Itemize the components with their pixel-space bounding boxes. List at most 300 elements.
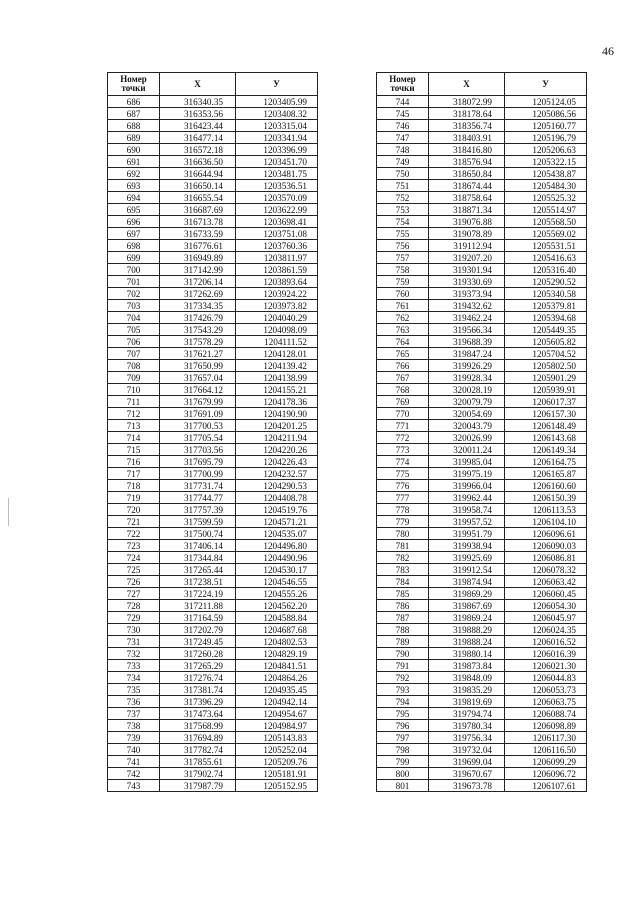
scan-margin-mark bbox=[8, 498, 9, 526]
y-coordinate-cell: 1206116.50 bbox=[505, 744, 587, 756]
y-coordinate-cell: 1203893.64 bbox=[236, 276, 318, 288]
x-coordinate-cell: 317396.29 bbox=[160, 696, 236, 708]
y-coordinate-cell: 1206107.61 bbox=[505, 780, 587, 792]
y-coordinate-cell: 1204290.53 bbox=[236, 480, 318, 492]
y-coordinate-cell: 1206098.89 bbox=[505, 720, 587, 732]
point-number-cell: 764 bbox=[377, 336, 429, 348]
table-row bbox=[108, 168, 318, 180]
y-coordinate-cell: 1206099.29 bbox=[505, 756, 587, 768]
y-coordinate-cell: 1206078.32 bbox=[505, 564, 587, 576]
x-coordinate-cell: 316733.59 bbox=[160, 228, 236, 240]
point-number-cell: 741 bbox=[108, 756, 160, 768]
table-row bbox=[377, 684, 587, 696]
y-coordinate-cell: 1204519.76 bbox=[236, 504, 318, 516]
y-coordinate-cell: 1203570.09 bbox=[236, 192, 318, 204]
y-coordinate-cell: 1205152.95 bbox=[236, 780, 318, 792]
y-coordinate-cell: 1204139.42 bbox=[236, 360, 318, 372]
header-point-number: Номер точки bbox=[108, 73, 160, 96]
table-row bbox=[377, 396, 587, 408]
table-row bbox=[108, 204, 318, 216]
y-coordinate-cell: 1205449.35 bbox=[505, 324, 587, 336]
x-coordinate-cell: 317238.51 bbox=[160, 576, 236, 588]
y-coordinate-cell: 1205569.02 bbox=[505, 228, 587, 240]
point-number-cell: 758 bbox=[377, 264, 429, 276]
point-number-cell: 787 bbox=[377, 612, 429, 624]
x-coordinate-cell: 316423.44 bbox=[160, 120, 236, 132]
x-coordinate-cell: 319938.94 bbox=[429, 540, 505, 552]
x-coordinate-cell: 319835.29 bbox=[429, 684, 505, 696]
table-row bbox=[108, 468, 318, 480]
y-coordinate-cell: 1205143.83 bbox=[236, 732, 318, 744]
point-number-cell: 736 bbox=[108, 696, 160, 708]
coordinates-table-right bbox=[376, 72, 587, 792]
point-number-cell: 732 bbox=[108, 648, 160, 660]
table-row bbox=[108, 156, 318, 168]
table-row bbox=[108, 372, 318, 384]
table-header-row bbox=[377, 73, 587, 96]
x-coordinate-cell: 317543.29 bbox=[160, 324, 236, 336]
header-x: X bbox=[429, 73, 505, 96]
point-number-cell: 749 bbox=[377, 156, 429, 168]
y-coordinate-cell: 1204496.80 bbox=[236, 540, 318, 552]
table-row bbox=[108, 444, 318, 456]
x-coordinate-cell: 319756.34 bbox=[429, 732, 505, 744]
point-number-cell: 792 bbox=[377, 672, 429, 684]
y-coordinate-cell: 1205160.77 bbox=[505, 120, 587, 132]
point-number-cell: 773 bbox=[377, 444, 429, 456]
x-coordinate-cell: 317276.74 bbox=[160, 672, 236, 684]
y-coordinate-cell: 1203481.75 bbox=[236, 168, 318, 180]
x-coordinate-cell: 317664.12 bbox=[160, 384, 236, 396]
table-row bbox=[377, 768, 587, 780]
x-coordinate-cell: 319869.29 bbox=[429, 588, 505, 600]
x-coordinate-cell: 318178.64 bbox=[429, 108, 505, 120]
point-number-cell: 700 bbox=[108, 264, 160, 276]
point-number-cell: 769 bbox=[377, 396, 429, 408]
y-coordinate-cell: 1203315.04 bbox=[236, 120, 318, 132]
table-row bbox=[108, 456, 318, 468]
table-row bbox=[377, 732, 587, 744]
x-coordinate-cell: 316644.94 bbox=[160, 168, 236, 180]
y-coordinate-cell: 1204935.45 bbox=[236, 684, 318, 696]
point-number-cell: 753 bbox=[377, 204, 429, 216]
point-number-cell: 785 bbox=[377, 588, 429, 600]
y-coordinate-cell: 1205379.81 bbox=[505, 300, 587, 312]
x-coordinate-cell: 316713.78 bbox=[160, 216, 236, 228]
y-coordinate-cell: 1203405.99 bbox=[236, 96, 318, 108]
point-number-cell: 784 bbox=[377, 576, 429, 588]
x-coordinate-cell: 319848.09 bbox=[429, 672, 505, 684]
y-coordinate-cell: 1204546.55 bbox=[236, 576, 318, 588]
y-coordinate-cell: 1205209.76 bbox=[236, 756, 318, 768]
point-number-cell: 788 bbox=[377, 624, 429, 636]
table-row bbox=[108, 780, 318, 792]
y-coordinate-cell: 1206104.10 bbox=[505, 516, 587, 528]
point-number-cell: 745 bbox=[377, 108, 429, 120]
point-number-cell: 793 bbox=[377, 684, 429, 696]
y-coordinate-cell: 1206045.97 bbox=[505, 612, 587, 624]
y-coordinate-cell: 1204220.26 bbox=[236, 444, 318, 456]
y-coordinate-cell: 1206054.30 bbox=[505, 600, 587, 612]
y-coordinate-cell: 1205605.82 bbox=[505, 336, 587, 348]
x-coordinate-cell: 316477.14 bbox=[160, 132, 236, 144]
point-number-cell: 686 bbox=[108, 96, 160, 108]
x-coordinate-cell: 318871.34 bbox=[429, 204, 505, 216]
table-row bbox=[108, 660, 318, 672]
y-coordinate-cell: 1203408.32 bbox=[236, 108, 318, 120]
table-row bbox=[377, 672, 587, 684]
x-coordinate-cell: 318403.91 bbox=[429, 132, 505, 144]
y-coordinate-cell: 1205290.52 bbox=[505, 276, 587, 288]
point-number-cell: 698 bbox=[108, 240, 160, 252]
x-coordinate-cell: 319732.04 bbox=[429, 744, 505, 756]
table-row bbox=[108, 540, 318, 552]
y-coordinate-cell: 1204588.84 bbox=[236, 612, 318, 624]
y-coordinate-cell: 1204128.01 bbox=[236, 348, 318, 360]
table-row bbox=[377, 648, 587, 660]
table-row bbox=[108, 240, 318, 252]
table-header-row bbox=[108, 73, 318, 96]
y-coordinate-cell: 1206016.52 bbox=[505, 636, 587, 648]
table-row bbox=[108, 132, 318, 144]
table-row bbox=[377, 348, 587, 360]
table-row bbox=[377, 624, 587, 636]
point-number-cell: 696 bbox=[108, 216, 160, 228]
x-coordinate-cell: 319207.20 bbox=[429, 252, 505, 264]
point-number-cell: 714 bbox=[108, 432, 160, 444]
y-coordinate-cell: 1205181.91 bbox=[236, 768, 318, 780]
x-coordinate-cell: 318674.44 bbox=[429, 180, 505, 192]
x-coordinate-cell: 317265.44 bbox=[160, 564, 236, 576]
x-coordinate-cell: 319962.44 bbox=[429, 492, 505, 504]
point-number-cell: 716 bbox=[108, 456, 160, 468]
table-row bbox=[377, 576, 587, 588]
x-coordinate-cell: 320079.79 bbox=[429, 396, 505, 408]
table-row bbox=[108, 144, 318, 156]
point-number-cell: 726 bbox=[108, 576, 160, 588]
y-coordinate-cell: 1204954.67 bbox=[236, 708, 318, 720]
y-coordinate-cell: 1204040.29 bbox=[236, 312, 318, 324]
y-coordinate-cell: 1204155.21 bbox=[236, 384, 318, 396]
y-coordinate-cell: 1203861.59 bbox=[236, 264, 318, 276]
table-row bbox=[377, 456, 587, 468]
table-row bbox=[377, 276, 587, 288]
x-coordinate-cell: 320054.69 bbox=[429, 408, 505, 420]
x-coordinate-cell: 317260.28 bbox=[160, 648, 236, 660]
x-coordinate-cell: 320011.24 bbox=[429, 444, 505, 456]
table-row bbox=[377, 96, 587, 108]
table-row bbox=[377, 612, 587, 624]
x-coordinate-cell: 317426.79 bbox=[160, 312, 236, 324]
table-row bbox=[108, 348, 318, 360]
point-number-cell: 691 bbox=[108, 156, 160, 168]
x-coordinate-cell: 317334.35 bbox=[160, 300, 236, 312]
point-number-cell: 795 bbox=[377, 708, 429, 720]
table-row bbox=[377, 120, 587, 132]
table-row bbox=[377, 408, 587, 420]
table-row bbox=[108, 516, 318, 528]
point-number-cell: 798 bbox=[377, 744, 429, 756]
table-row bbox=[108, 600, 318, 612]
y-coordinate-cell: 1205394.68 bbox=[505, 312, 587, 324]
table-row bbox=[108, 588, 318, 600]
table-row bbox=[108, 672, 318, 684]
point-number-cell: 737 bbox=[108, 708, 160, 720]
x-coordinate-cell: 319888.29 bbox=[429, 624, 505, 636]
point-number-cell: 720 bbox=[108, 504, 160, 516]
x-coordinate-cell: 319566.34 bbox=[429, 324, 505, 336]
table-row bbox=[108, 624, 318, 636]
x-coordinate-cell: 319373.94 bbox=[429, 288, 505, 300]
header-y: У bbox=[505, 73, 587, 96]
table-row bbox=[377, 264, 587, 276]
x-coordinate-cell: 317568.99 bbox=[160, 720, 236, 732]
point-number-cell: 725 bbox=[108, 564, 160, 576]
y-coordinate-cell: 1206165.87 bbox=[505, 468, 587, 480]
x-coordinate-cell: 317744.77 bbox=[160, 492, 236, 504]
x-coordinate-cell: 319780.34 bbox=[429, 720, 505, 732]
table-row bbox=[108, 408, 318, 420]
table-row bbox=[108, 720, 318, 732]
x-coordinate-cell: 319078.89 bbox=[429, 228, 505, 240]
point-number-cell: 754 bbox=[377, 216, 429, 228]
x-coordinate-cell: 317700.53 bbox=[160, 420, 236, 432]
y-coordinate-cell: 1204829.19 bbox=[236, 648, 318, 660]
y-coordinate-cell: 1205531.51 bbox=[505, 240, 587, 252]
x-coordinate-cell: 318356.74 bbox=[429, 120, 505, 132]
table-row bbox=[108, 744, 318, 756]
point-number-cell: 693 bbox=[108, 180, 160, 192]
y-coordinate-cell: 1206063.42 bbox=[505, 576, 587, 588]
x-coordinate-cell: 320026.99 bbox=[429, 432, 505, 444]
y-coordinate-cell: 1206090.03 bbox=[505, 540, 587, 552]
x-coordinate-cell: 317164.59 bbox=[160, 612, 236, 624]
y-coordinate-cell: 1204802.53 bbox=[236, 636, 318, 648]
x-coordinate-cell: 320028.19 bbox=[429, 384, 505, 396]
y-coordinate-cell: 1203451.70 bbox=[236, 156, 318, 168]
table-row bbox=[108, 120, 318, 132]
y-coordinate-cell: 1206149.34 bbox=[505, 444, 587, 456]
point-number-cell: 768 bbox=[377, 384, 429, 396]
y-coordinate-cell: 1203536.51 bbox=[236, 180, 318, 192]
point-number-cell: 705 bbox=[108, 324, 160, 336]
y-coordinate-cell: 1204138.99 bbox=[236, 372, 318, 384]
table-row bbox=[377, 588, 587, 600]
point-number-cell: 697 bbox=[108, 228, 160, 240]
x-coordinate-cell: 319958.74 bbox=[429, 504, 505, 516]
point-number-cell: 760 bbox=[377, 288, 429, 300]
y-coordinate-cell: 1206017.37 bbox=[505, 396, 587, 408]
x-coordinate-cell: 319888.24 bbox=[429, 636, 505, 648]
x-coordinate-cell: 319330.69 bbox=[429, 276, 505, 288]
x-coordinate-cell: 319699.04 bbox=[429, 756, 505, 768]
x-coordinate-cell: 318072.99 bbox=[429, 96, 505, 108]
point-number-cell: 703 bbox=[108, 300, 160, 312]
y-coordinate-cell: 1206044.83 bbox=[505, 672, 587, 684]
point-number-cell: 709 bbox=[108, 372, 160, 384]
y-coordinate-cell: 1204841.51 bbox=[236, 660, 318, 672]
x-coordinate-cell: 317987.79 bbox=[160, 780, 236, 792]
x-coordinate-cell: 317757.39 bbox=[160, 504, 236, 516]
x-coordinate-cell: 319951.79 bbox=[429, 528, 505, 540]
point-number-cell: 734 bbox=[108, 672, 160, 684]
y-coordinate-cell: 1205416.63 bbox=[505, 252, 587, 264]
y-coordinate-cell: 1206157.30 bbox=[505, 408, 587, 420]
table-row bbox=[108, 480, 318, 492]
y-coordinate-cell: 1204201.25 bbox=[236, 420, 318, 432]
point-number-cell: 728 bbox=[108, 600, 160, 612]
table-row bbox=[108, 648, 318, 660]
x-coordinate-cell: 317344.84 bbox=[160, 552, 236, 564]
point-number-cell: 730 bbox=[108, 624, 160, 636]
point-number-cell: 767 bbox=[377, 372, 429, 384]
x-coordinate-cell: 320043.79 bbox=[429, 420, 505, 432]
table-row bbox=[108, 756, 318, 768]
table-row bbox=[377, 180, 587, 192]
x-coordinate-cell: 319673.78 bbox=[429, 780, 505, 792]
x-coordinate-cell: 316687.69 bbox=[160, 204, 236, 216]
x-coordinate-cell: 317679.99 bbox=[160, 396, 236, 408]
y-coordinate-cell: 1205316.40 bbox=[505, 264, 587, 276]
table-row bbox=[108, 564, 318, 576]
y-coordinate-cell: 1204530.17 bbox=[236, 564, 318, 576]
x-coordinate-cell: 316949.89 bbox=[160, 252, 236, 264]
x-coordinate-cell: 317855.61 bbox=[160, 756, 236, 768]
point-number-cell: 739 bbox=[108, 732, 160, 744]
point-number-cell: 752 bbox=[377, 192, 429, 204]
point-number-cell: 689 bbox=[108, 132, 160, 144]
y-coordinate-cell: 1203396.99 bbox=[236, 144, 318, 156]
y-coordinate-cell: 1206164.75 bbox=[505, 456, 587, 468]
table-row bbox=[377, 444, 587, 456]
x-coordinate-cell: 317705.54 bbox=[160, 432, 236, 444]
table-row bbox=[377, 504, 587, 516]
y-coordinate-cell: 1206113.53 bbox=[505, 504, 587, 516]
point-number-cell: 699 bbox=[108, 252, 160, 264]
x-coordinate-cell: 319076.88 bbox=[429, 216, 505, 228]
point-number-cell: 771 bbox=[377, 420, 429, 432]
point-number-cell: 797 bbox=[377, 732, 429, 744]
table-row bbox=[108, 360, 318, 372]
x-coordinate-cell: 319928.34 bbox=[429, 372, 505, 384]
table-row bbox=[377, 720, 587, 732]
x-coordinate-cell: 319432.62 bbox=[429, 300, 505, 312]
y-coordinate-cell: 1206063.75 bbox=[505, 696, 587, 708]
x-coordinate-cell: 319926.29 bbox=[429, 360, 505, 372]
point-number-cell: 777 bbox=[377, 492, 429, 504]
x-coordinate-cell: 319847.24 bbox=[429, 348, 505, 360]
table-row bbox=[108, 336, 318, 348]
table-row bbox=[377, 192, 587, 204]
x-coordinate-cell: 317650.99 bbox=[160, 360, 236, 372]
table-row bbox=[108, 96, 318, 108]
table-row bbox=[377, 420, 587, 432]
point-number-cell: 733 bbox=[108, 660, 160, 672]
y-coordinate-cell: 1204864.26 bbox=[236, 672, 318, 684]
point-number-cell: 735 bbox=[108, 684, 160, 696]
x-coordinate-cell: 317700.99 bbox=[160, 468, 236, 480]
table-row bbox=[108, 180, 318, 192]
x-coordinate-cell: 318650.84 bbox=[429, 168, 505, 180]
x-coordinate-cell: 317703.56 bbox=[160, 444, 236, 456]
y-coordinate-cell: 1206143.68 bbox=[505, 432, 587, 444]
point-number-cell: 757 bbox=[377, 252, 429, 264]
x-coordinate-cell: 318758.64 bbox=[429, 192, 505, 204]
x-coordinate-cell: 316776.61 bbox=[160, 240, 236, 252]
x-coordinate-cell: 316353.56 bbox=[160, 108, 236, 120]
point-number-cell: 692 bbox=[108, 168, 160, 180]
table-row bbox=[377, 780, 587, 792]
y-coordinate-cell: 1203973.82 bbox=[236, 300, 318, 312]
point-number-cell: 780 bbox=[377, 528, 429, 540]
point-number-cell: 701 bbox=[108, 276, 160, 288]
table-row bbox=[377, 324, 587, 336]
table-row bbox=[377, 636, 587, 648]
y-coordinate-cell: 1206096.61 bbox=[505, 528, 587, 540]
header-y: У bbox=[236, 73, 318, 96]
point-number-cell: 750 bbox=[377, 168, 429, 180]
table-row bbox=[377, 216, 587, 228]
table-row bbox=[108, 276, 318, 288]
y-coordinate-cell: 1204226.43 bbox=[236, 456, 318, 468]
y-coordinate-cell: 1204535.07 bbox=[236, 528, 318, 540]
x-coordinate-cell: 317224.19 bbox=[160, 588, 236, 600]
point-number-cell: 695 bbox=[108, 204, 160, 216]
point-number-cell: 766 bbox=[377, 360, 429, 372]
point-number-cell: 729 bbox=[108, 612, 160, 624]
y-coordinate-cell: 1205939.91 bbox=[505, 384, 587, 396]
table-row bbox=[108, 612, 318, 624]
table-row bbox=[108, 552, 318, 564]
table-row bbox=[108, 108, 318, 120]
table-row bbox=[377, 252, 587, 264]
table-row bbox=[377, 540, 587, 552]
point-number-cell: 724 bbox=[108, 552, 160, 564]
point-number-cell: 710 bbox=[108, 384, 160, 396]
y-coordinate-cell: 1205438.87 bbox=[505, 168, 587, 180]
x-coordinate-cell: 317902.74 bbox=[160, 768, 236, 780]
point-number-cell: 794 bbox=[377, 696, 429, 708]
x-coordinate-cell: 317578.29 bbox=[160, 336, 236, 348]
table-row bbox=[108, 504, 318, 516]
x-coordinate-cell: 317599.59 bbox=[160, 516, 236, 528]
x-coordinate-cell: 317473.64 bbox=[160, 708, 236, 720]
point-number-cell: 781 bbox=[377, 540, 429, 552]
x-coordinate-cell: 317691.09 bbox=[160, 408, 236, 420]
point-number-cell: 719 bbox=[108, 492, 160, 504]
point-number-cell: 746 bbox=[377, 120, 429, 132]
y-coordinate-cell: 1205196.79 bbox=[505, 132, 587, 144]
x-coordinate-cell: 319301.94 bbox=[429, 264, 505, 276]
x-coordinate-cell: 316650.14 bbox=[160, 180, 236, 192]
y-coordinate-cell: 1206060.45 bbox=[505, 588, 587, 600]
point-number-cell: 786 bbox=[377, 600, 429, 612]
y-coordinate-cell: 1204555.26 bbox=[236, 588, 318, 600]
table-row bbox=[377, 468, 587, 480]
point-number-cell: 702 bbox=[108, 288, 160, 300]
table-row bbox=[377, 516, 587, 528]
point-number-cell: 690 bbox=[108, 144, 160, 156]
point-number-cell: 761 bbox=[377, 300, 429, 312]
y-coordinate-cell: 1203341.94 bbox=[236, 132, 318, 144]
x-coordinate-cell: 317621.27 bbox=[160, 348, 236, 360]
point-number-cell: 747 bbox=[377, 132, 429, 144]
y-coordinate-cell: 1203811.97 bbox=[236, 252, 318, 264]
y-coordinate-cell: 1206053.73 bbox=[505, 684, 587, 696]
table-row bbox=[377, 288, 587, 300]
point-number-cell: 790 bbox=[377, 648, 429, 660]
table-row bbox=[108, 636, 318, 648]
